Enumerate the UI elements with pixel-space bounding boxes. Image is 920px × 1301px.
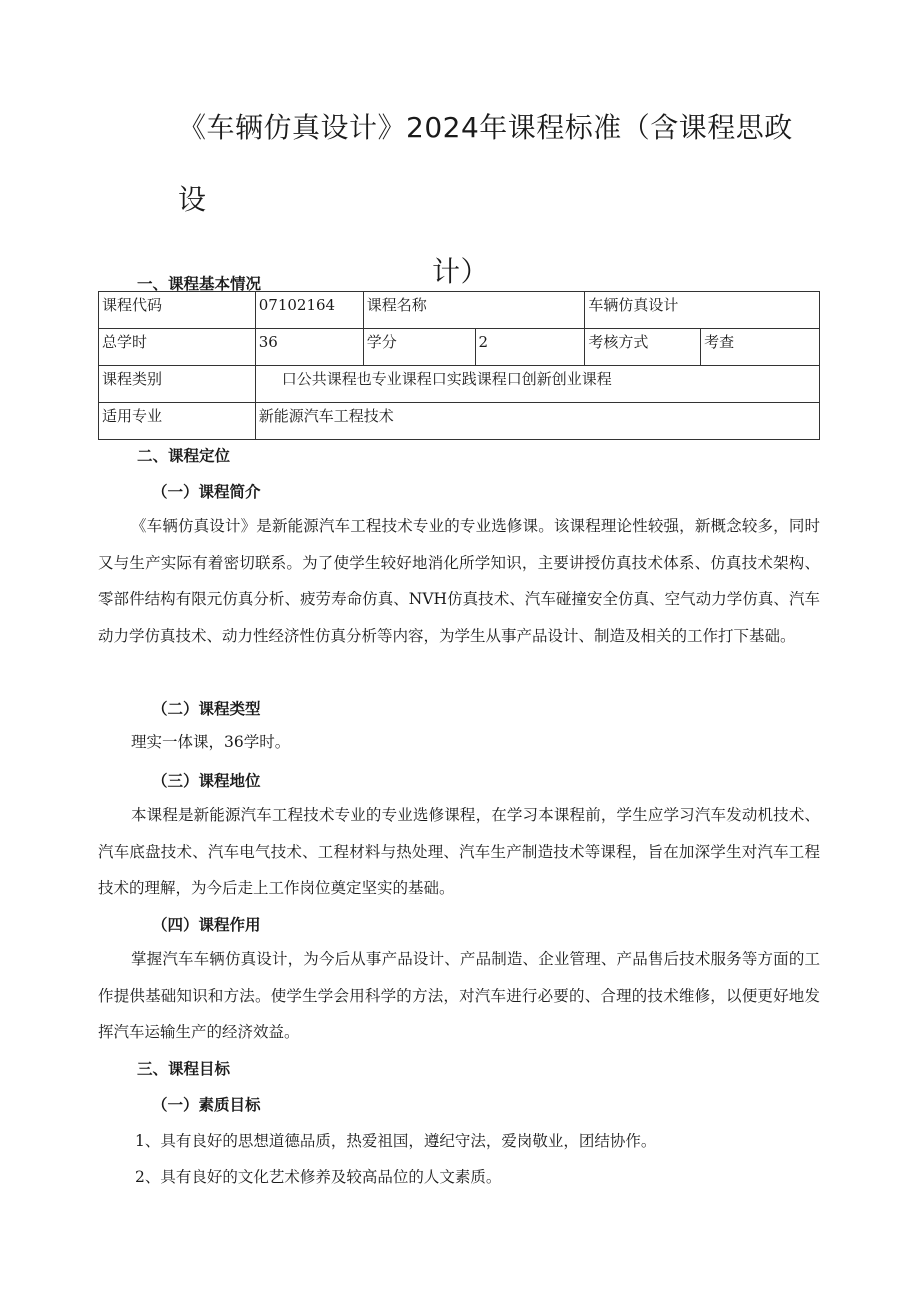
list-item: 1、具有良好的思想道德品质，热爱祖国，遵纪守法，爱岗敬业，团结协作。 [135, 1132, 657, 1150]
section-heading-objectives: 三、课程目标 [137, 1060, 231, 1078]
table-cell-value: 车辆仿真设计 [585, 292, 820, 329]
table-row [99, 403, 820, 440]
subsection-heading-type: （二）课程类型 [152, 700, 261, 718]
table-row [99, 366, 820, 403]
title-line-2: 计） [432, 255, 490, 288]
table-cell-value: 新能源汽车工程技术 [255, 403, 819, 440]
table-cell-value: 考查 [701, 329, 820, 366]
subsection-heading-quality: （一）素质目标 [152, 1096, 261, 1114]
table-cell-label: 总学时 [99, 329, 256, 366]
subsection-heading-status: （三）课程地位 [152, 772, 261, 790]
table-cell-label: 课程名称 [363, 292, 585, 329]
table-row [99, 329, 820, 366]
table-cell-label: 学分 [363, 329, 475, 366]
table-cell-value: 07102164 [255, 292, 363, 329]
list-item: 2、具有良好的文化艺术修养及较高品位的人文素质。 [135, 1168, 502, 1186]
section-heading-basic-info: 一、课程基本情况 [137, 275, 262, 293]
table-cell-value: 口公共课程也专业课程口实践课程口创新创业课程 [255, 366, 819, 403]
paragraph-role: 掌握汽车车辆仿真设计，为今后从事产品设计、产品制造、企业管理、产品售后技术服务等方面的工作提供基础知识和方法。使学生学会用科学的方法，对汽车进行必要的、合理的技术维修，以便更好地发挥汽车运输生产的经济效益。 [98, 950, 820, 1041]
table-cell-value: 2 [475, 329, 585, 366]
paragraph-status: 本课程是新能源汽车工程技术专业的专业选修课程，在学习本课程前，学生应学习汽车发动机技术、汽车底盘技术、汽车电气技术、工程材料与热处理、汽车生产制造技术等课程，旨在加深学生对汽车工程技术的理解，为今后走上工作岗位奠定坚实的基础。 [98, 806, 820, 897]
table-cell-value: 36 [255, 329, 363, 366]
paragraph-intro: 《车辆仿真设计》是新能源汽车工程技术专业的专业选修课。该课程理论性较强，新概念较多，同时又与生产实际有着密切联系。为了使学生较好地消化所学知识，主要讲授仿真技术体系、仿真技术架构、零部件结构有限元仿真分析、疲劳寿命仿真、NVH仿真技术、汽车碰撞安全仿真、空气动力学仿真、汽车动力学仿真技术、动力性经济性仿真分析等内容，为学生从事产品设计、制造及相关的工作打下基础。 [98, 517, 820, 645]
title-line-1: 《车辆仿真设计》2024年课程标准（含课程思政设 [178, 111, 793, 216]
section-heading-positioning: 二、课程定位 [137, 447, 231, 465]
table-cell-label: 适用专业 [99, 403, 256, 440]
paragraph-type: 理实一体课，36学时。 [131, 733, 291, 751]
course-info-table [98, 291, 820, 440]
subsection-heading-role: （四）课程作用 [152, 916, 261, 934]
table-cell-label: 课程代码 [99, 292, 256, 329]
subsection-heading-intro: （一）课程简介 [152, 483, 261, 501]
table-cell-label: 课程类别 [99, 366, 256, 403]
table-cell-label: 考核方式 [585, 329, 701, 366]
table-row [99, 292, 820, 329]
